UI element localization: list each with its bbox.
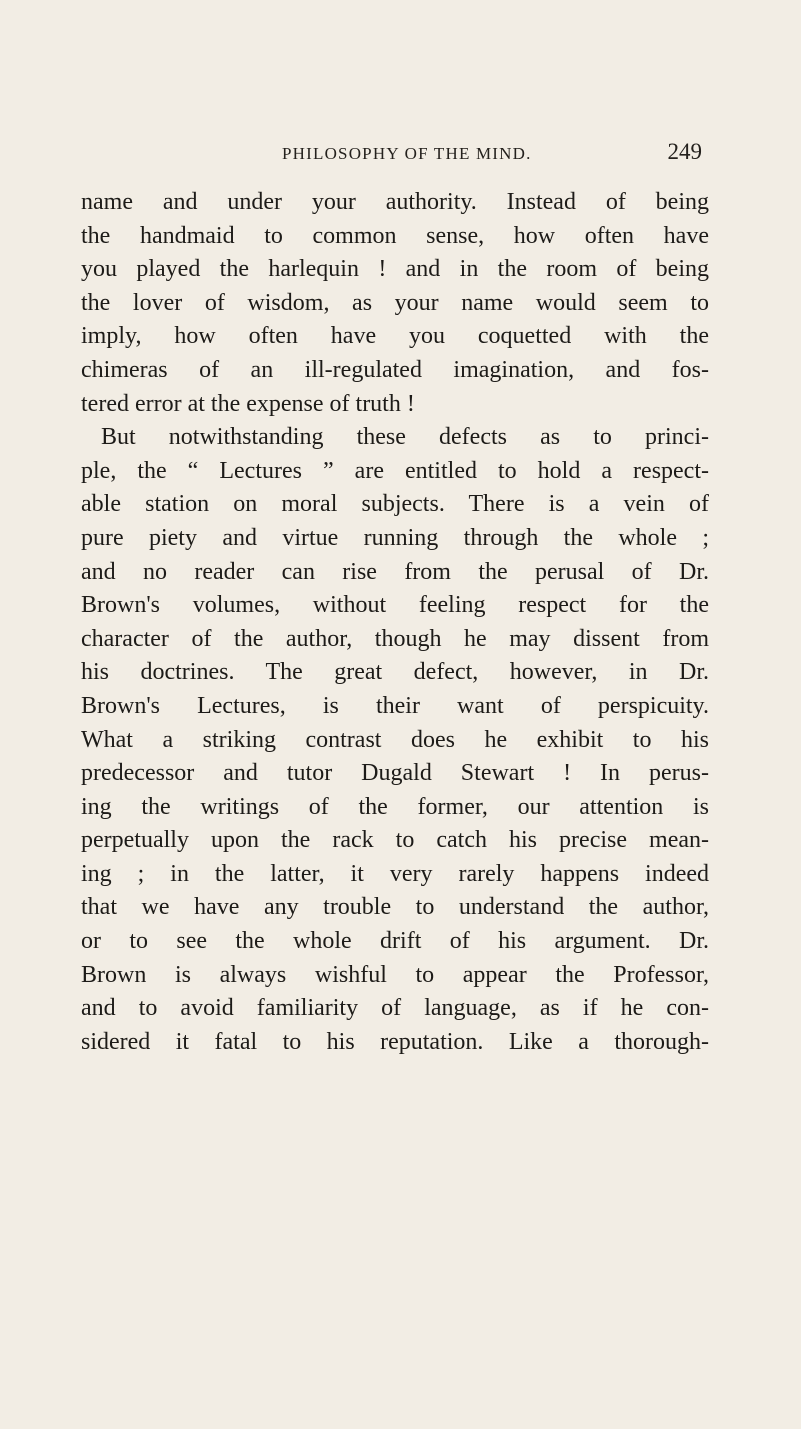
text-line: tered error at the expense of truth ! [81, 390, 415, 417]
text-line: But notwithstanding these defects as to princi- [101, 424, 709, 451]
text-line: ple, the “ Lectures ” are entitled to hold a respect- [81, 457, 709, 484]
page-number: 249 [667, 139, 702, 164]
text-line: the lover of wisdom, as your name would seem to [81, 289, 709, 316]
text-line: ing ; in the latter, it very rarely happens indeed [81, 860, 709, 887]
text-line: and no reader can rise from the perusal of Dr. [81, 558, 709, 585]
text-line: ing the writings of the former, our attention is [81, 793, 709, 820]
running-title: PHILOSOPHY OF THE MIND. [282, 144, 532, 163]
text-line: or to see the whole drift of his argument. Dr. [81, 928, 709, 955]
text-line: predecessor and tutor Dugald Stewart ! In perus- [81, 760, 709, 787]
text-line: Brown's Lectures, is their want of perspicuity. [81, 692, 709, 719]
text-line: his doctrines. The great defect, however, in Dr. [81, 659, 709, 686]
text-line: Brown is always wishful to appear the Professor, [81, 961, 709, 988]
text-line: character of the author, though he may dissent from [81, 625, 709, 652]
text-line: the handmaid to common sense, how often have [81, 222, 709, 249]
text-line: perpetually upon the rack to catch his precise mean- [81, 827, 709, 854]
text-line: able station on moral subjects. There is a vein of [81, 491, 709, 518]
text-line: chimeras of an ill-regulated imagination, and fos- [81, 356, 709, 383]
text-line: imply, how often have you coquetted with the [81, 323, 709, 350]
text-line: name and under your authority. Instead of being [81, 189, 709, 215]
text-line: and to avoid familiarity of language, as if he con- [81, 995, 709, 1022]
text-line: you played the harlequin ! and in the room of being [81, 256, 709, 283]
paragraph [81, 421, 709, 1059]
text-line: Brown's volumes, without feeling respect for the [81, 592, 709, 619]
text-line: sidered it fatal to his reputation. Like a thorough- [81, 1028, 709, 1055]
text-line: that we have any trouble to understand the author, [81, 894, 709, 921]
text-line: pure piety and virtue running through the whole ; [81, 524, 709, 551]
running-head [282, 139, 702, 174]
text-line: What a striking contrast does he exhibit to his [81, 726, 709, 753]
paragraph [81, 186, 709, 421]
body-text [81, 186, 709, 1059]
